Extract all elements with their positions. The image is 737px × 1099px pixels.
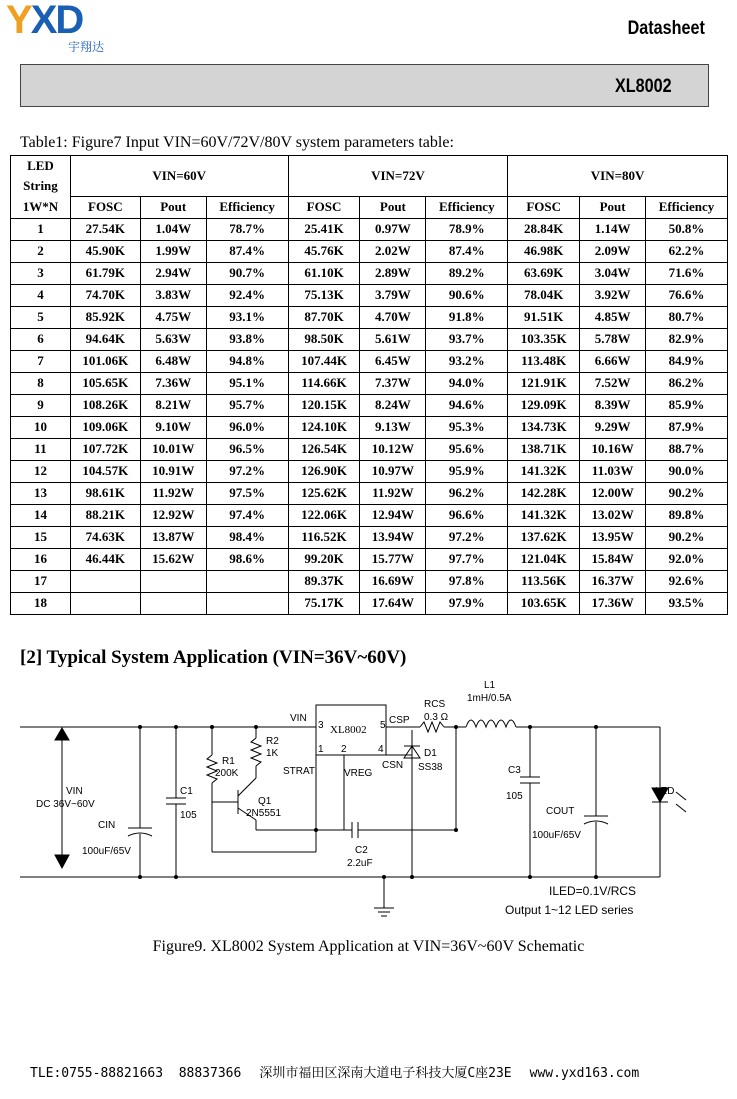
table-cell <box>206 592 288 614</box>
table-cell: 141.32K <box>508 504 580 526</box>
table-cell: 97.8% <box>426 570 508 592</box>
table-cell: 91.8% <box>426 306 508 328</box>
led-count-cell: 8 <box>11 372 71 394</box>
table-cell: 7.37W <box>360 372 426 394</box>
table-cell: 1.04W <box>140 218 206 240</box>
table-cell: 4.75W <box>140 306 206 328</box>
footer-phone: TLE:0755-88821663 88837366 <box>30 1066 242 1081</box>
table-cell: 109.06K <box>70 416 140 438</box>
table-cell: 10.12W <box>360 438 426 460</box>
table-cell: 125.62K <box>288 482 360 504</box>
table-cell: 90.7% <box>206 262 288 284</box>
section-title: [2] Typical System Application (VIN=36V~60V) <box>20 647 407 668</box>
table-cell: 97.7% <box>426 548 508 570</box>
label-pin-csn: CSN <box>382 760 404 771</box>
table-cell: 4.85W <box>580 306 646 328</box>
label-cout-value: 100uF/65V <box>532 830 581 841</box>
table-cell: 113.48K <box>508 350 580 372</box>
table-cell: 120.15K <box>288 394 360 416</box>
label-led: LED <box>655 786 675 797</box>
table-cell: 90.6% <box>426 284 508 306</box>
table-cell: 91.51K <box>508 306 580 328</box>
led-count-cell: 9 <box>11 394 71 416</box>
ic-name: XL8002 <box>330 724 367 736</box>
group-header-80v: VIN=80V <box>508 156 728 197</box>
table-cell: 97.9% <box>426 592 508 614</box>
table-cell: 96.5% <box>206 438 288 460</box>
table-cell: 3.04W <box>580 262 646 284</box>
table-cell: 96.6% <box>426 504 508 526</box>
label-cin: CIN <box>98 820 116 831</box>
table-cell: 137.62K <box>508 526 580 548</box>
table-row <box>11 416 728 438</box>
table-cell: 11.03W <box>580 460 646 482</box>
table-cell: 90.0% <box>646 460 728 482</box>
table-cell: 98.4% <box>206 526 288 548</box>
table-cell: 61.79K <box>70 262 140 284</box>
table-cell: 15.84W <box>580 548 646 570</box>
table-cell: 129.09K <box>508 394 580 416</box>
table-cell: 90.2% <box>646 482 728 504</box>
table-cell: 114.66K <box>288 372 360 394</box>
table-cell: 84.9% <box>646 350 728 372</box>
table-row <box>11 394 728 416</box>
led-count-cell: 13 <box>11 482 71 504</box>
label-iled: ILED=0.1V/RCS <box>549 884 637 898</box>
table-cell: 74.63K <box>70 526 140 548</box>
table-cell: 88.7% <box>646 438 728 460</box>
figure-caption: Figure9. XL8002 System Application at VIN=36V~60V Schematic <box>152 938 585 955</box>
table-row <box>11 592 728 614</box>
parameters-table <box>10 155 728 615</box>
label-c3: C3 <box>508 765 521 776</box>
table-row <box>11 548 728 570</box>
table-cell: 94.8% <box>206 350 288 372</box>
header-led-line3: 1W*N <box>11 196 71 218</box>
led-count-cell: 18 <box>11 592 71 614</box>
table-cell: 17.36W <box>580 592 646 614</box>
table-cell: 15.62W <box>140 548 206 570</box>
table-cell: 98.61K <box>70 482 140 504</box>
table-cell: 78.9% <box>426 218 508 240</box>
table-cell: 1.14W <box>580 218 646 240</box>
table-cell: 97.5% <box>206 482 288 504</box>
subheader-fosc: FOSC <box>288 196 360 218</box>
led-count-cell: 1 <box>11 218 71 240</box>
label-d1-value: SS38 <box>418 762 443 773</box>
table-cell: 89.2% <box>426 262 508 284</box>
table-cell: 13.95W <box>580 526 646 548</box>
table-cell: 93.1% <box>206 306 288 328</box>
table-cell: 62.2% <box>646 240 728 262</box>
table-cell: 87.70K <box>288 306 360 328</box>
table-cell: 9.13W <box>360 416 426 438</box>
table-cell: 5.63W <box>140 328 206 350</box>
table-cell: 8.21W <box>140 394 206 416</box>
table-cell: 93.7% <box>426 328 508 350</box>
table-cell: 7.52W <box>580 372 646 394</box>
table-row <box>11 240 728 262</box>
label-d1: D1 <box>424 748 437 759</box>
table-cell: 121.91K <box>508 372 580 394</box>
table-cell: 46.44K <box>70 548 140 570</box>
company-logo <box>4 2 126 54</box>
table-cell: 87.9% <box>646 416 728 438</box>
table-cell: 8.24W <box>360 394 426 416</box>
table-cell: 105.65K <box>70 372 140 394</box>
table-cell: 96.2% <box>426 482 508 504</box>
table-cell: 9.10W <box>140 416 206 438</box>
table-cell: 13.94W <box>360 526 426 548</box>
table-cell: 76.6% <box>646 284 728 306</box>
table-cell: 98.50K <box>288 328 360 350</box>
table-cell: 6.48W <box>140 350 206 372</box>
table-cell: 27.54K <box>70 218 140 240</box>
table-cell: 80.7% <box>646 306 728 328</box>
label-pin-3: 3 <box>318 720 324 731</box>
table-cell: 75.13K <box>288 284 360 306</box>
table-cell: 63.69K <box>508 262 580 284</box>
label-pin-vin: VIN <box>290 713 307 724</box>
table-cell: 10.97W <box>360 460 426 482</box>
table-cell: 4.70W <box>360 306 426 328</box>
table-cell: 3.92W <box>580 284 646 306</box>
label-pin-vreg: VREG <box>344 768 373 779</box>
part-title-bar <box>20 64 709 107</box>
table-cell: 116.52K <box>288 526 360 548</box>
label-c1: C1 <box>180 786 193 797</box>
table-cell: 87.4% <box>206 240 288 262</box>
label-pin-4: 4 <box>378 744 384 755</box>
table-cell: 107.44K <box>288 350 360 372</box>
table-cell: 141.32K <box>508 460 580 482</box>
label-c2: C2 <box>355 845 368 856</box>
label-r2-value: 1K <box>266 748 279 759</box>
logo-text: YXD <box>6 0 83 42</box>
subheader-pout: Pout <box>580 196 646 218</box>
table-cell <box>70 592 140 614</box>
label-c1-value: 105 <box>180 810 197 821</box>
label-pin-1: 1 <box>318 744 324 755</box>
table-cell: 11.92W <box>360 482 426 504</box>
table-cell: 10.01W <box>140 438 206 460</box>
table-cell: 8.39W <box>580 394 646 416</box>
table-cell: 82.9% <box>646 328 728 350</box>
led-count-cell: 17 <box>11 570 71 592</box>
table-cell: 88.21K <box>70 504 140 526</box>
label-rcs-value: 0.3 Ω <box>424 712 449 723</box>
table-cell: 78.04K <box>508 284 580 306</box>
table-cell <box>140 592 206 614</box>
table-cell: 2.02W <box>360 240 426 262</box>
group-header-72v: VIN=72V <box>288 156 508 197</box>
table-cell: 2.89W <box>360 262 426 284</box>
table-cell <box>206 570 288 592</box>
table-cell: 85.9% <box>646 394 728 416</box>
subheader-efficiency: Efficiency <box>426 196 508 218</box>
group-header-60v: VIN=60V <box>70 156 288 197</box>
label-pin-5: 5 <box>380 720 386 731</box>
label-r2: R2 <box>266 736 279 747</box>
label-pin-2: 2 <box>341 744 347 755</box>
table-cell: 2.09W <box>580 240 646 262</box>
led-count-cell: 10 <box>11 416 71 438</box>
table-cell: 71.6% <box>646 262 728 284</box>
table-row <box>11 218 728 240</box>
led-count-cell: 4 <box>11 284 71 306</box>
led-count-cell: 2 <box>11 240 71 262</box>
label-vin: VIN <box>66 786 83 797</box>
table-cell: 12.92W <box>140 504 206 526</box>
table-cell: 3.79W <box>360 284 426 306</box>
label-l1-value: 1mH/0.5A <box>467 693 512 704</box>
table-row <box>11 460 728 482</box>
table-cell: 124.10K <box>288 416 360 438</box>
schematic-diagram <box>0 670 737 930</box>
table-cell: 101.06K <box>70 350 140 372</box>
subheader-efficiency: Efficiency <box>206 196 288 218</box>
table-cell: 93.5% <box>646 592 728 614</box>
led-count-cell: 7 <box>11 350 71 372</box>
table-cell: 108.26K <box>70 394 140 416</box>
page-footer <box>30 1062 657 1081</box>
table-row <box>11 284 728 306</box>
table-cell: 97.4% <box>206 504 288 526</box>
table-cell: 15.77W <box>360 548 426 570</box>
table-row <box>11 328 728 350</box>
table-cell: 13.02W <box>580 504 646 526</box>
table-cell: 0.97W <box>360 218 426 240</box>
table-cell: 12.94W <box>360 504 426 526</box>
table-cell: 97.2% <box>426 526 508 548</box>
table-cell: 75.17K <box>288 592 360 614</box>
footer-website: www.yxd163.com <box>529 1066 640 1081</box>
table-cell: 86.2% <box>646 372 728 394</box>
table-cell: 50.8% <box>646 218 728 240</box>
led-count-cell: 5 <box>11 306 71 328</box>
table-cell: 93.8% <box>206 328 288 350</box>
table-cell: 138.71K <box>508 438 580 460</box>
table-caption: Table1: Figure7 Input VIN=60V/72V/80V system parameters table: <box>20 134 454 151</box>
header-led-line1: LED <box>11 156 71 177</box>
table-cell: 12.00W <box>580 482 646 504</box>
label-c2-value: 2.2uF <box>347 858 373 869</box>
table-cell: 61.10K <box>288 262 360 284</box>
label-rcs: RCS <box>424 699 446 710</box>
table-cell: 92.4% <box>206 284 288 306</box>
table-row <box>11 570 728 592</box>
header-led-line2: String <box>11 176 71 196</box>
led-count-cell: 11 <box>11 438 71 460</box>
table-cell: 46.98K <box>508 240 580 262</box>
table-cell: 16.69W <box>360 570 426 592</box>
table-cell: 94.0% <box>426 372 508 394</box>
table-cell: 78.7% <box>206 218 288 240</box>
table-cell: 103.35K <box>508 328 580 350</box>
table-cell: 13.87W <box>140 526 206 548</box>
table-row <box>11 262 728 284</box>
table-cell: 2.94W <box>140 262 206 284</box>
table-row <box>11 526 728 548</box>
table-cell: 99.20K <box>288 548 360 570</box>
table-cell: 107.72K <box>70 438 140 460</box>
table-row <box>11 306 728 328</box>
subheader-fosc: FOSC <box>70 196 140 218</box>
table-cell: 98.6% <box>206 548 288 570</box>
doc-type-label: Datasheet <box>627 18 705 39</box>
table-row <box>11 504 728 526</box>
table-cell: 10.91W <box>140 460 206 482</box>
table-cell <box>70 570 140 592</box>
label-cin-value: 100uF/65V <box>82 846 131 857</box>
led-count-cell: 15 <box>11 526 71 548</box>
table-cell: 16.37W <box>580 570 646 592</box>
table-cell: 95.6% <box>426 438 508 460</box>
table-cell: 85.92K <box>70 306 140 328</box>
table-cell: 95.7% <box>206 394 288 416</box>
table-cell: 6.66W <box>580 350 646 372</box>
table-cell: 92.6% <box>646 570 728 592</box>
table-cell: 95.1% <box>206 372 288 394</box>
table-cell: 103.65K <box>508 592 580 614</box>
table-cell: 5.61W <box>360 328 426 350</box>
table-cell: 94.6% <box>426 394 508 416</box>
label-r1: R1 <box>222 756 235 767</box>
table-cell <box>140 570 206 592</box>
table-cell: 1.99W <box>140 240 206 262</box>
logo-chinese-name: 宇翔达 <box>68 40 105 54</box>
label-pin-csp: CSP <box>389 715 410 726</box>
label-pin-strat: STRAT <box>283 766 316 777</box>
table-cell: 126.54K <box>288 438 360 460</box>
table-cell: 142.28K <box>508 482 580 504</box>
subheader-pout: Pout <box>140 196 206 218</box>
label-c3-value: 105 <box>506 791 523 802</box>
table-cell: 74.70K <box>70 284 140 306</box>
subheader-pout: Pout <box>360 196 426 218</box>
table-cell: 96.0% <box>206 416 288 438</box>
led-count-cell: 3 <box>11 262 71 284</box>
table-row <box>11 482 728 504</box>
table-cell: 113.56K <box>508 570 580 592</box>
led-count-cell: 14 <box>11 504 71 526</box>
table-cell: 10.16W <box>580 438 646 460</box>
table-cell: 97.2% <box>206 460 288 482</box>
table-cell: 6.45W <box>360 350 426 372</box>
table-cell: 122.06K <box>288 504 360 526</box>
table-cell: 7.36W <box>140 372 206 394</box>
table-cell: 9.29W <box>580 416 646 438</box>
table-cell: 89.37K <box>288 570 360 592</box>
table-row <box>11 438 728 460</box>
footer-address: 深圳市福田区深南大道电子科技大厦C座23E <box>259 1066 512 1081</box>
table-cell: 17.64W <box>360 592 426 614</box>
table-cell: 104.57K <box>70 460 140 482</box>
table-cell: 121.04K <box>508 548 580 570</box>
led-count-cell: 6 <box>11 328 71 350</box>
subheader-fosc: FOSC <box>508 196 580 218</box>
table-cell: 94.64K <box>70 328 140 350</box>
label-q1: Q1 <box>258 796 272 807</box>
table-cell: 3.83W <box>140 284 206 306</box>
part-number: XL8002 <box>615 76 672 97</box>
table-cell: 95.9% <box>426 460 508 482</box>
table-cell: 45.76K <box>288 240 360 262</box>
table-cell: 5.78W <box>580 328 646 350</box>
table-row <box>11 350 728 372</box>
label-l1: L1 <box>484 680 496 691</box>
table-cell: 134.73K <box>508 416 580 438</box>
table-cell: 28.84K <box>508 218 580 240</box>
label-cout: COUT <box>546 806 575 817</box>
label-q1-value: 2N5551 <box>246 808 282 819</box>
table-cell: 93.2% <box>426 350 508 372</box>
table-cell: 95.3% <box>426 416 508 438</box>
table-cell: 92.0% <box>646 548 728 570</box>
table-row <box>11 372 728 394</box>
label-output: Output 1~12 LED series <box>505 903 634 917</box>
led-count-cell: 16 <box>11 548 71 570</box>
table-cell: 89.8% <box>646 504 728 526</box>
table-cell: 87.4% <box>426 240 508 262</box>
led-count-cell: 12 <box>11 460 71 482</box>
table-cell: 90.2% <box>646 526 728 548</box>
label-vin-range: DC 36V~60V <box>36 799 95 810</box>
label-r1-value: 200K <box>215 768 239 779</box>
table-cell: 126.90K <box>288 460 360 482</box>
subheader-efficiency: Efficiency <box>646 196 728 218</box>
table-cell: 11.92W <box>140 482 206 504</box>
table-cell: 25.41K <box>288 218 360 240</box>
table-cell: 45.90K <box>70 240 140 262</box>
